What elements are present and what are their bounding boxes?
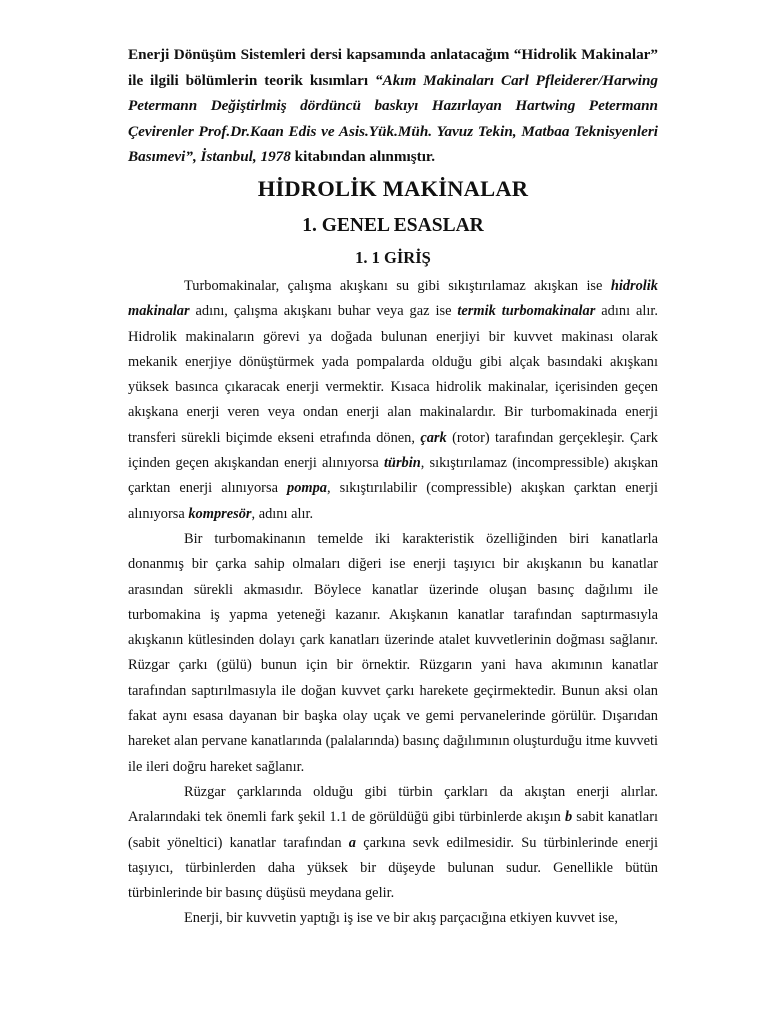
- text-run: , adını alır.: [251, 505, 314, 522]
- text-run: Turbomakinalar, çalışma akışkanı su gibi sıkıştırılamaz akışkan ise: [184, 278, 611, 294]
- term-kompresor: kompresör: [188, 505, 252, 522]
- text-run: Rüzgar çarklarında olduğu gibi türbin çarkları da akıştan enerji alırlar. Aralarındaki tek önemli fark şekil 1.1 de görüldüğü gibi türbinlerde akışın: [128, 783, 658, 826]
- intro-citation: “Akım Makinaları Carl Pfleiderer/Harwing Petermann Değiştirlmiş dördüncü baskıyı Hazırlayan Hartwing Petermann Çevirenler Prof.Dr.Kaan Edis ve Asis.Yük.Müh. Yavuz Tekin, Matbaa Teknisyenleri Basımevi”, İstanbul, 1978: [128, 71, 659, 166]
- text-run: , sıkıştırılamaz (incompressible) akışkan çarktan enerji alınıyorsa: [128, 455, 659, 497]
- chapter-heading: 1. GENEL ESASLAR: [302, 215, 484, 236]
- intro-text-end: kitabından alınmıştır.: [290, 148, 436, 166]
- text-run: adını, çalışma akışkanı buhar veya gaz ise: [189, 303, 458, 320]
- text-run: , sıkıştırılabilir (compressible) akışkan çarktan enerji alınıyorsa: [128, 480, 658, 522]
- section-heading: 1. 1 GİRİŞ: [355, 248, 431, 267]
- term-turbin: türbin: [383, 455, 421, 472]
- text-run: adını alır. Hidrolik makinaların görevi ya doğada bulunan enerjiyi bir kuvvet makinası olarak mekanik enerjiye dönüştürmek yada pompalarda olduğu gibi alçak basındaki akışkanı yüksek basınca çıkaracak enerji vermektir. Kısaca hidrolik makinalar, içerisinden geçen akışkana enerji veren veya ondan enerji alan makinalardır. Bir turbomakinada enerji transferi sürekli biçimde ekseni etrafında dönen,: [128, 303, 658, 446]
- text-run: (rotor) tarafından gerçekleşir. Çark içinden geçen akışkandan enerji alınıyorsa: [128, 429, 658, 472]
- term-cark: çark: [420, 429, 447, 446]
- term-termik-turbomakinalar: termik turbomakinalar: [457, 303, 596, 320]
- paragraph-3: [128, 780, 658, 906]
- term-hidrolik-makinalar: hidrolik makinalar: [128, 278, 658, 320]
- document-title: HİDROLİK MAKİNALAR: [257, 176, 529, 201]
- symbol-a: a: [348, 834, 356, 851]
- body-text: [128, 274, 658, 932]
- text-run: sabit kanatları (sabit yöneltici) kanatlar tarafından: [128, 809, 658, 851]
- text-run: çarkına sevk edilmesidir. Su türbinlerinde enerji taşıyıcı, türbinlerden daha yüksek bir düşeyde bulunan sudur. Genellikle bütün türbinlerinde bir basınç düşüsü meydana gelir.: [128, 834, 658, 902]
- intro-paragraph: [128, 42, 658, 170]
- paragraph-2: Bir turbomakinanın temelde iki karakteristik özelliğinden biri kanatlarla donanmış bir çarka sahip olmaları diğeri ise enerji taşıyıcı bir akışkanın bu kanatlar arasından sürekli akmasıdır. Böylece kanatlar üzerinde oluşan basınç dağılımı ile turbomakina iş yapma yeteneği kazanır. Akışkanın kanatlar tarafından saptırmasıyla akışkanın kütlesinden dolayı çark kanatları üzerinde atalet kuvvetlerinin doğması sağlanır. Rüzgar çarkı (gülü) bunun için bir örnektir. Rüzgarın yani hava akımının kanatlar tarafından saptırılmasıyla ile doğan kuvvet çarkı harekete geçirmektedir. Bunun aksi olan fakat aynı esasa dayanan bir başka olay uçak ve gemi pervanelerinde görülür. Dışarıdan hareket alan pervane kanatlarında (palalarında) basınç dağılımının oluşturduğu itme kuvveti ile ileri doğru hareket sağlanır.: [128, 530, 658, 775]
- paragraph-1: [128, 274, 658, 527]
- paragraph-4: Enerji, bir kuvvetin yaptığı iş ise ve bir akış parçacığına etkiyen kuvvet ise,: [184, 910, 618, 927]
- term-pompa: pompa: [287, 480, 327, 497]
- intro-text-start: Enerji Dönüşüm Sistemleri dersi kapsamında anlatacağım “Hidrolik Makinalar” ile ilgili bölümlerin teorik kısımları: [128, 46, 658, 89]
- symbol-b: b: [564, 809, 573, 826]
